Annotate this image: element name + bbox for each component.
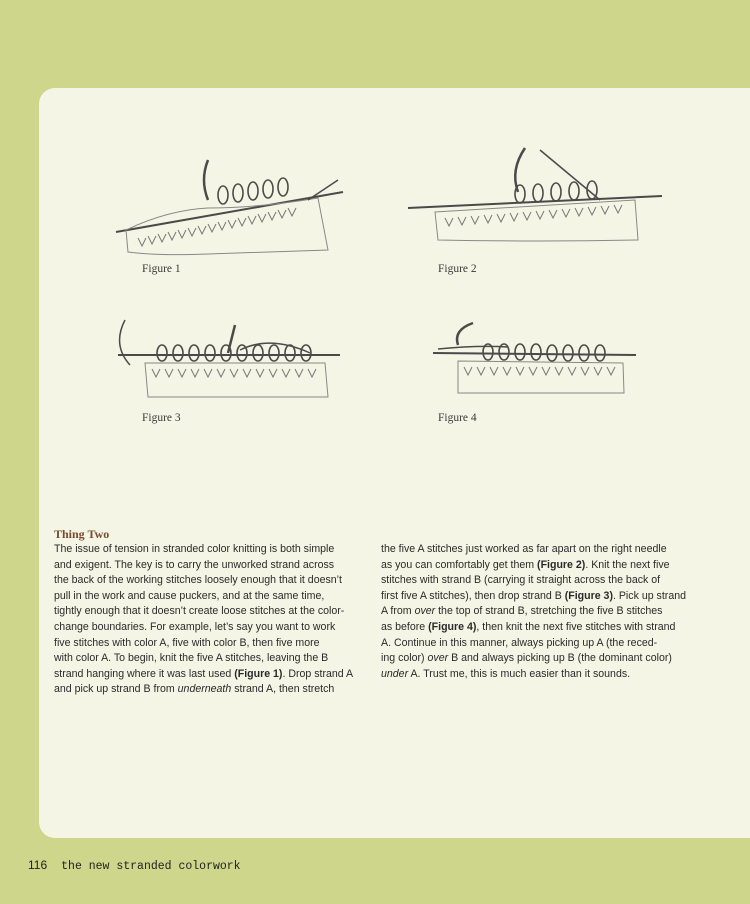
figure-3-reference: (Figure 3) xyxy=(564,589,613,602)
text-segment: , then knit the next five stitches with strand xyxy=(476,620,676,633)
text-line xyxy=(381,589,695,605)
running-title: the new stranded colorwork xyxy=(61,860,241,873)
text-segment: . Knit the next five xyxy=(585,558,670,571)
text-line: and exigent. The key is to carry the unworked strand across xyxy=(54,558,335,571)
text-line: with color A. To begin, knit the five A stitches, leaving the B xyxy=(54,652,329,665)
text-line: tightly enough that it doesn’t create loose stitches at the color- xyxy=(54,605,345,618)
text-segment: A. Trust me, this is much easier than it sounds. xyxy=(408,667,631,680)
text-line xyxy=(381,604,695,620)
body-column-left xyxy=(54,542,368,698)
figure-3-illustration xyxy=(110,305,360,415)
emphasis-over: over xyxy=(427,652,449,665)
text-line: stitches with strand B (carrying it straight across the back of xyxy=(381,574,661,587)
section-heading: Thing Two xyxy=(54,527,110,541)
text-line xyxy=(381,667,695,683)
emphasis-under: under xyxy=(381,667,409,680)
text-line: pull in the work and cause puckers, and at the same time, xyxy=(54,589,325,602)
text-segment: the top of strand B, stretching the five B stitches xyxy=(435,605,663,618)
figure-2-illustration xyxy=(400,140,670,260)
text-line: The issue of tension in stranded color knitting is both simple xyxy=(54,543,335,555)
text-segment: B and always picking up B (the dominant color) xyxy=(448,652,672,665)
text-segment: . Drop strand A xyxy=(282,667,354,680)
text-line: A. Continue in this manner, always picking up A (the reced- xyxy=(381,636,658,649)
page-footer xyxy=(28,858,241,873)
figure-2-reference: (Figure 2) xyxy=(537,558,586,571)
text-line: the five A stitches just worked as far apart on the right needle xyxy=(381,543,667,555)
figure-1-reference: (Figure 1) xyxy=(234,667,283,680)
text-segment: as before xyxy=(381,620,429,633)
text-segment: first five A stitches), then drop strand B xyxy=(381,589,565,602)
text-line: change boundaries. For example, let’s say you want to work xyxy=(54,620,336,633)
text-line: the back of the working stitches loosely enough that it doesn’t xyxy=(54,574,342,587)
text-line xyxy=(54,667,368,683)
emphasis-underneath: underneath xyxy=(177,683,232,696)
text-line: five stitches with color A, five with color B, then five more xyxy=(54,636,320,649)
figure-2-caption: Figure 2 xyxy=(438,263,477,275)
figure-3-caption: Figure 3 xyxy=(142,412,181,424)
body-column-right xyxy=(381,542,695,682)
text-segment: and pick up strand B from xyxy=(54,683,178,696)
text-segment: strand A, then stretch xyxy=(231,683,335,696)
text-segment: as you can comfortably get them xyxy=(381,558,538,571)
text-line xyxy=(381,620,695,636)
figure-1-caption: Figure 1 xyxy=(142,263,181,275)
figure-4-caption: Figure 4 xyxy=(438,412,477,424)
text-line xyxy=(381,558,695,574)
page-number: 116 xyxy=(28,858,48,872)
text-segment: ing color) xyxy=(381,652,428,665)
text-line xyxy=(381,651,695,667)
text-segment: A from xyxy=(381,605,415,618)
figure-4-illustration xyxy=(428,315,648,405)
text-line xyxy=(54,682,368,698)
text-segment: strand hanging where it was last used xyxy=(54,667,235,680)
text-segment: . Pick up strand xyxy=(612,589,686,602)
figure-1-illustration xyxy=(108,150,358,260)
emphasis-over: over xyxy=(414,605,436,618)
figure-4-reference: (Figure 4) xyxy=(428,620,477,633)
